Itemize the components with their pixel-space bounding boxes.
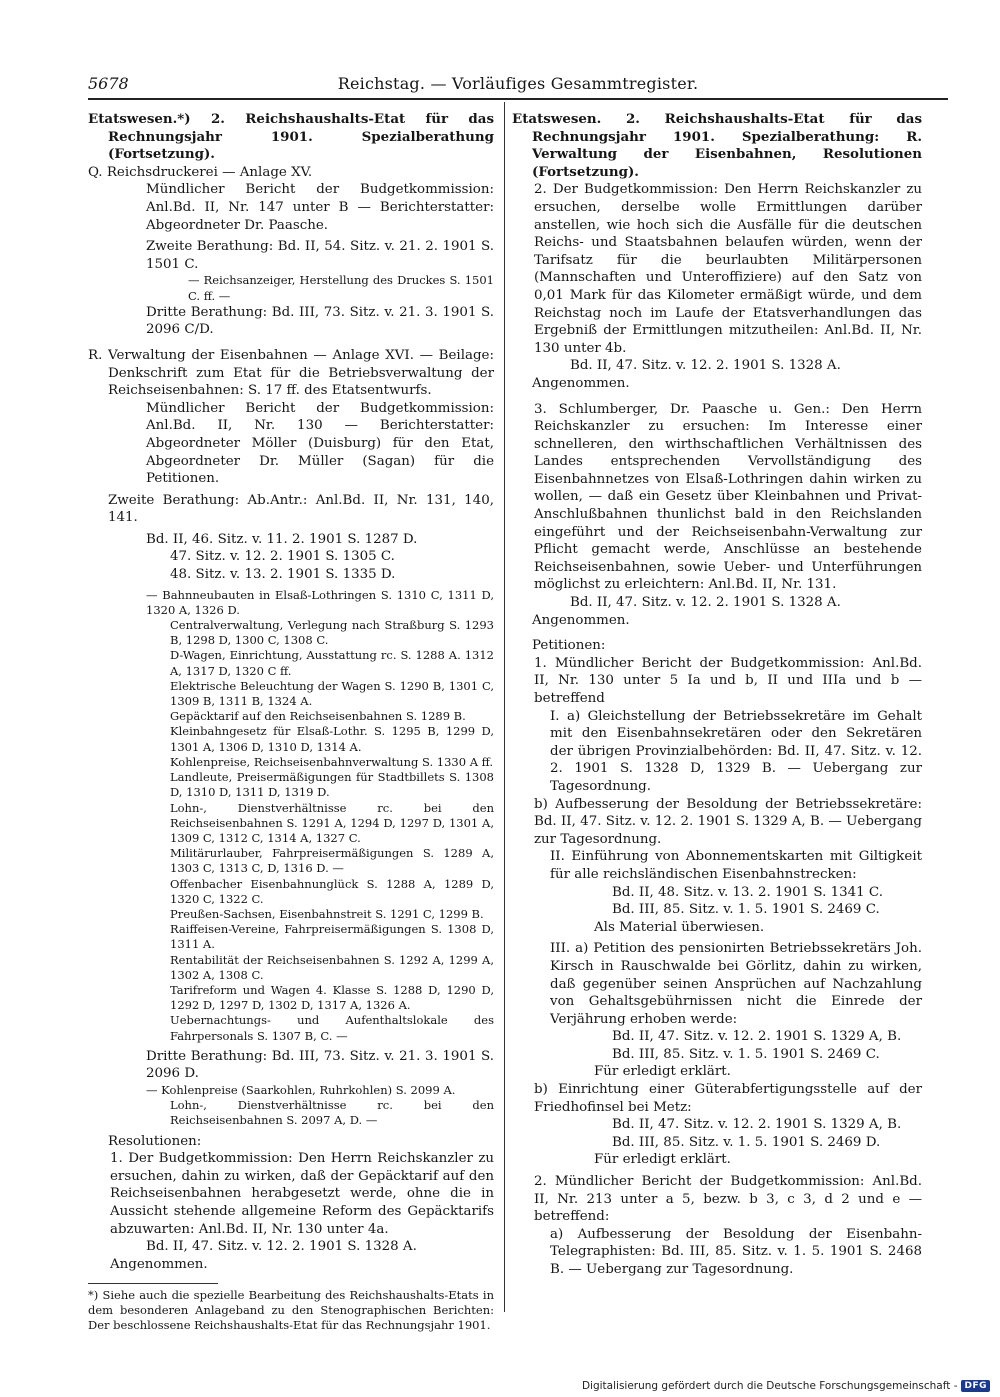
index-entry: Lohn-, Dienstverhältnisse rc. bei den Reichseisenbahnen S. 1291 A, 1294 D, 1297 D, 1301 A, 1309 C, 1312 C, 1314 A, 1327 C. bbox=[170, 800, 494, 845]
index-entry: Für erledigt erklärt. bbox=[594, 1152, 731, 1168]
index-entry: Mündlicher Bericht der Budgetkommission: Anl.Bd. II, Nr. 147 unter B — Berichterstatter: Abgeordneter Dr. Paasche. bbox=[146, 182, 494, 233]
index-entry: Als Material überwiesen. bbox=[594, 919, 765, 935]
index-entry: Tarifreform und Wagen 4. Klasse S. 1288 D, 1290 D, 1292 D, 1297 D, 1302 D, 1317 A, 1326 A. bbox=[170, 982, 494, 1013]
index-entry: Bd. II, 47. Sitz. v. 12. 2. 1901 S. 1328 A. bbox=[146, 1239, 417, 1255]
index-entry: Gepäcktarif auf den Reichseisenbahnen S. 1289 B. bbox=[170, 709, 466, 724]
index-entry: 48. Sitz. v. 13. 2. 1901 S. 1335 D. bbox=[170, 567, 396, 583]
index-entry: Militärurlauber, Fahrpreisermäßigungen S. 1289 A, 1303 C, 1313 C, D, 1316 D. — bbox=[170, 846, 494, 876]
index-entry: — Bahnneubauten in Elsaß-Lothringen S. 1310 C, 1311 D, 1320 A, 1326 D. bbox=[146, 587, 494, 617]
header-rule bbox=[88, 98, 948, 100]
footnote: *) Siehe auch die spezielle Bearbeitung des Reichshaushalts-Etats in dem besonderen Anlageband zu den Stenographischen Berichten: Der beschlossene Reichshaushalts-Etat für das Rechnungsjahr 1901. bbox=[88, 1288, 494, 1333]
dfg-logo: DFG bbox=[961, 1380, 990, 1392]
index-entry: Angenommen. bbox=[532, 612, 630, 628]
index-entry: Mündlicher Bericht der Budgetkommission: Anl.Bd. II, Nr. 130 — Berichterstatter: Abgeordneter Möller (Duisburg) für den Etat, Abgeordneter Dr. Müller (Sagan) für die Petitionen. bbox=[146, 400, 494, 487]
index-entry: Preußen-Sachsen, Eisenbahnstreit S. 1291 C, 1299 B. bbox=[170, 906, 484, 921]
index-entry: I. a) Gleichstellung der Betriebssekretäre im Gehalt mit den Eisenbahnsekretären oder den Sekretären der übrigen Provinzialbehörden: Bd. II, 47. Sitz. v. 12. 2. 1901 S. 1328 D, 1329 B. — Uebergang zur Tagesordnung. bbox=[550, 708, 922, 794]
index-entry: Angenommen. bbox=[532, 375, 630, 391]
right-column bbox=[512, 111, 922, 1311]
page-number: 5678 bbox=[88, 74, 129, 93]
index-entry: 1. Mündlicher Bericht der Budgetkommission: Anl.Bd. II, Nr. 130 unter 5 Ia und b, II und IIIa und b — betreffend bbox=[534, 655, 922, 706]
index-entry: 47. Sitz. v. 12. 2. 1901 S. 1305 C. bbox=[170, 549, 395, 565]
page-header bbox=[88, 74, 948, 100]
running-title: Reichstag. — Vorläufiges Gesammtregister. bbox=[337, 74, 699, 93]
index-entry: b) Einrichtung einer Güterabfertigungsstelle auf der Friedhofinsel bei Metz: bbox=[534, 1082, 922, 1115]
index-entry: Offenbacher Eisenbahnunglück S. 1288 A, 1289 D, 1320 C, 1322 C. bbox=[170, 876, 494, 906]
footer-text: Digitalisierung gefördert durch die Deutsche Forschungsgemeinschaft - bbox=[581, 1380, 958, 1392]
index-entry: Petitionen: bbox=[532, 638, 606, 654]
index-entry: III. a) Petition des pensionirten Betriebssekretärs Joh. Kirsch in Rauschwalde bei Görlitz, dahin zu wirken, daß gegenüber seinen Ansprüchen auf Nachzahlung von Gehaltsgebührnissen nicht die Einrede der Verjährung erhoben werde: bbox=[550, 941, 922, 1027]
index-entry: Bd. II, 46. Sitz. v. 11. 2. 1901 S. 1287 D. bbox=[146, 531, 418, 547]
index-entry: Bd. III, 85. Sitz. v. 1. 5. 1901 S. 2469 C. bbox=[612, 902, 880, 918]
index-entry: Dritte Berathung: Bd. III, 73. Sitz. v. 21. 3. 1901 S. 2096 D. bbox=[146, 1048, 494, 1082]
index-entry: Centralverwaltung, Verlegung nach Straßburg S. 1293 B, 1298 D, 1300 C, 1308 C. bbox=[170, 618, 494, 648]
index-entry: Bd. II, 47. Sitz. v. 12. 2. 1901 S. 1328 A. bbox=[570, 595, 841, 611]
index-entry: Landleute, Preisermäßigungen für Stadtbillets S. 1308 D, 1310 D, 1311 D, 1319 D. bbox=[170, 770, 494, 800]
index-entry: — Kohlenpreise (Saarkohlen, Ruhrkohlen) S. 2099 A. bbox=[146, 1082, 456, 1097]
index-entry: Zweite Berathung: Ab.Antr.: Anl.Bd. II, Nr. 131, 140, 141. bbox=[108, 492, 494, 526]
index-entry: 2. Mündlicher Bericht der Budgetkommission: Anl.Bd. II, Nr. 213 unter a 5, bezw. b 3, c 3, d 2 und e — betreffend: bbox=[534, 1174, 922, 1225]
index-entry: Zweite Berathung: Bd. II, 54. Sitz. v. 21. 2. 1901 S. 1501 C. bbox=[146, 239, 494, 272]
index-entry: Lohn-, Dienstverhältnisse rc. bei den Reichseisenbahnen S. 2097 A, D. — bbox=[170, 1098, 494, 1128]
index-entry: Bd. III, 85. Sitz. v. 1. 5. 1901 S. 2469 C. bbox=[612, 1046, 880, 1062]
footnote-rule bbox=[88, 1283, 218, 1284]
index-entry: Raiffeisen-Vereine, Fahrpreisermäßigungen S. 1308 D, 1311 A. bbox=[170, 922, 494, 952]
index-entry: a) Aufbesserung der Besoldung der Eisenbahn-Telegraphisten: Bd. III, 85. Sitz. v. 1. 5. 1901 S. 2468 B. — Uebergang zur Tagesordnung. bbox=[550, 1226, 922, 1277]
column-divider bbox=[504, 102, 505, 1312]
index-entry: Bd. II, 47. Sitz. v. 12. 2. 1901 S. 1329 A, B. bbox=[612, 1029, 902, 1045]
index-entry: Etatswesen.*) 2. Reichshaushalts-Etat für das Rechnungsjahr 1901. Spezialberathung (Fortsetzung). bbox=[88, 111, 494, 163]
index-entry: D-Wagen, Einrichtung, Ausstattung rc. S. 1288 A. 1312 A, 1317 D, 1320 C ff. bbox=[170, 648, 494, 678]
index-entry: R. Verwaltung der Eisenbahnen — Anlage XVI. — Beilage: Denkschrift zum Etat für die Betriebsverwaltung der Reichseisenbahnen: S. 17 ff. des Etatsentwurfs. bbox=[88, 347, 494, 399]
index-entry: b) Aufbesserung der Besoldung der Betriebssekretäre: Bd. II, 47. Sitz. v. 12. 2. 1901 S. 1329 A, B. — Uebergang zur Tagesordnung. bbox=[534, 796, 922, 847]
index-entry: Kleinbahngesetz für Elsaß-Lothr. S. 1295 B, 1299 D, 1301 A, 1306 D, 1310 D, 1314 A. bbox=[170, 724, 494, 754]
index-entry: 1. Der Budgetkommission: Den Herrn Reichskanzler zu ersuchen, dahin zu wirken, daß der Gepäcktarif auf den Reichseisenbahnen herabgesetzt werde, ohne die in Aussicht stehende allgemeine Reform des Gepäcktarifs abzuwarten: Anl.Bd. II, Nr. 130 unter 4a. bbox=[110, 1151, 494, 1237]
index-entry: Kohlenpreise, Reichseisenbahnverwaltung S. 1330 A ff. bbox=[170, 754, 494, 769]
index-entry: Bd. II, 48. Sitz. v. 13. 2. 1901 S. 1341 C. bbox=[612, 884, 883, 900]
index-entry: Bd. II, 47. Sitz. v. 12. 2. 1901 S. 1329 A, B. bbox=[612, 1117, 902, 1133]
index-entry: Uebernachtungs- und Aufenthaltslokale des Fahrpersonals S. 1307 B, C. — bbox=[170, 1013, 494, 1043]
index-entry: Bd. II, 47. Sitz. v. 12. 2. 1901 S. 1328 A. bbox=[570, 358, 841, 374]
index-entry: Resolutionen: bbox=[108, 1133, 202, 1149]
index-entry: Angenommen. bbox=[110, 1256, 208, 1272]
footer bbox=[582, 1378, 990, 1394]
index-entry: Rentabilität der Reichseisenbahnen S. 1292 A, 1299 A, 1302 A, 1308 C. bbox=[170, 952, 494, 982]
index-entry: Bd. III, 85. Sitz. v. 1. 5. 1901 S. 2469 D. bbox=[612, 1134, 881, 1150]
index-entry: Q. Reichsdruckerei — Anlage XV. bbox=[88, 164, 313, 180]
index-entry: II. Einführung von Abonnementskarten mit Giltigkeit für alle reichsländischen Eisenbahnstrecken: bbox=[550, 849, 922, 882]
index-entry: — Reichsanzeiger, Herstellung des Druckes S. 1501 C. ff. — bbox=[188, 273, 494, 303]
index-entry: 2. Der Budgetkommission: Den Herrn Reichskanzler zu ersuchen, derselbe wolle Ermittlungen darüber anstellen, wie hoch sich die Ausfälle für die deutschen Reichs- und Staatsbahnen belaufen würden, wenn der Tarifsatz für die beurlaubten Militärpersonen (Mannschaften und Unteroffiziere) auf den Satz von 0,01 Mark für das Kilometer ermäßigt würde, und dem Reichstag noch im Laufe der Etatsverhandlungen das Ergebniß der Ermittlungen mitzutheilen: Anl.Bd. II, Nr. 130 unter 4b. bbox=[534, 182, 922, 356]
index-entry: Etatswesen. 2. Reichshaushalts-Etat für das Rechnungsjahr 1901. Spezialberathung: R. Verwaltung der Eisenbahnen, Resolutionen (Fortsetzung). bbox=[512, 111, 922, 180]
index-entry: Elektrische Beleuchtung der Wagen S. 1290 B, 1301 C, 1309 B, 1311 B, 1324 A. bbox=[170, 678, 494, 709]
index-entry: Dritte Berathung: Bd. III, 73. Sitz. v. 21. 3. 1901 S. 2096 C/D. bbox=[146, 304, 494, 338]
left-column bbox=[88, 111, 494, 1333]
index-entry: 3. Schlumberger, Dr. Paasche u. Gen.: Den Herrn Reichskanzler zu ersuchen: Im Interesse einer schnelleren, den wirthschaftlichen Verhältnissen des Landes entsprechenden Vervollständigung des Eisenbahnnetzes von Elsaß-Lothringen dahin wirken zu wollen, — daß ein Gesetz über Kleinbahnen und Privat-Anschlußbahnen thunlichst bald in den Reichslanden eingeführt und der Reichseisenbahn-Verwaltung zur Pflicht gemacht werde, Anschlüsse an bestehende Reichseisenbahnen, sowie Ueber- und Unterführungen möglichst zu erleichtern: Anl.Bd. II, Nr. 131. bbox=[534, 401, 922, 593]
index-entry: Für erledigt erklärt. bbox=[594, 1064, 731, 1080]
